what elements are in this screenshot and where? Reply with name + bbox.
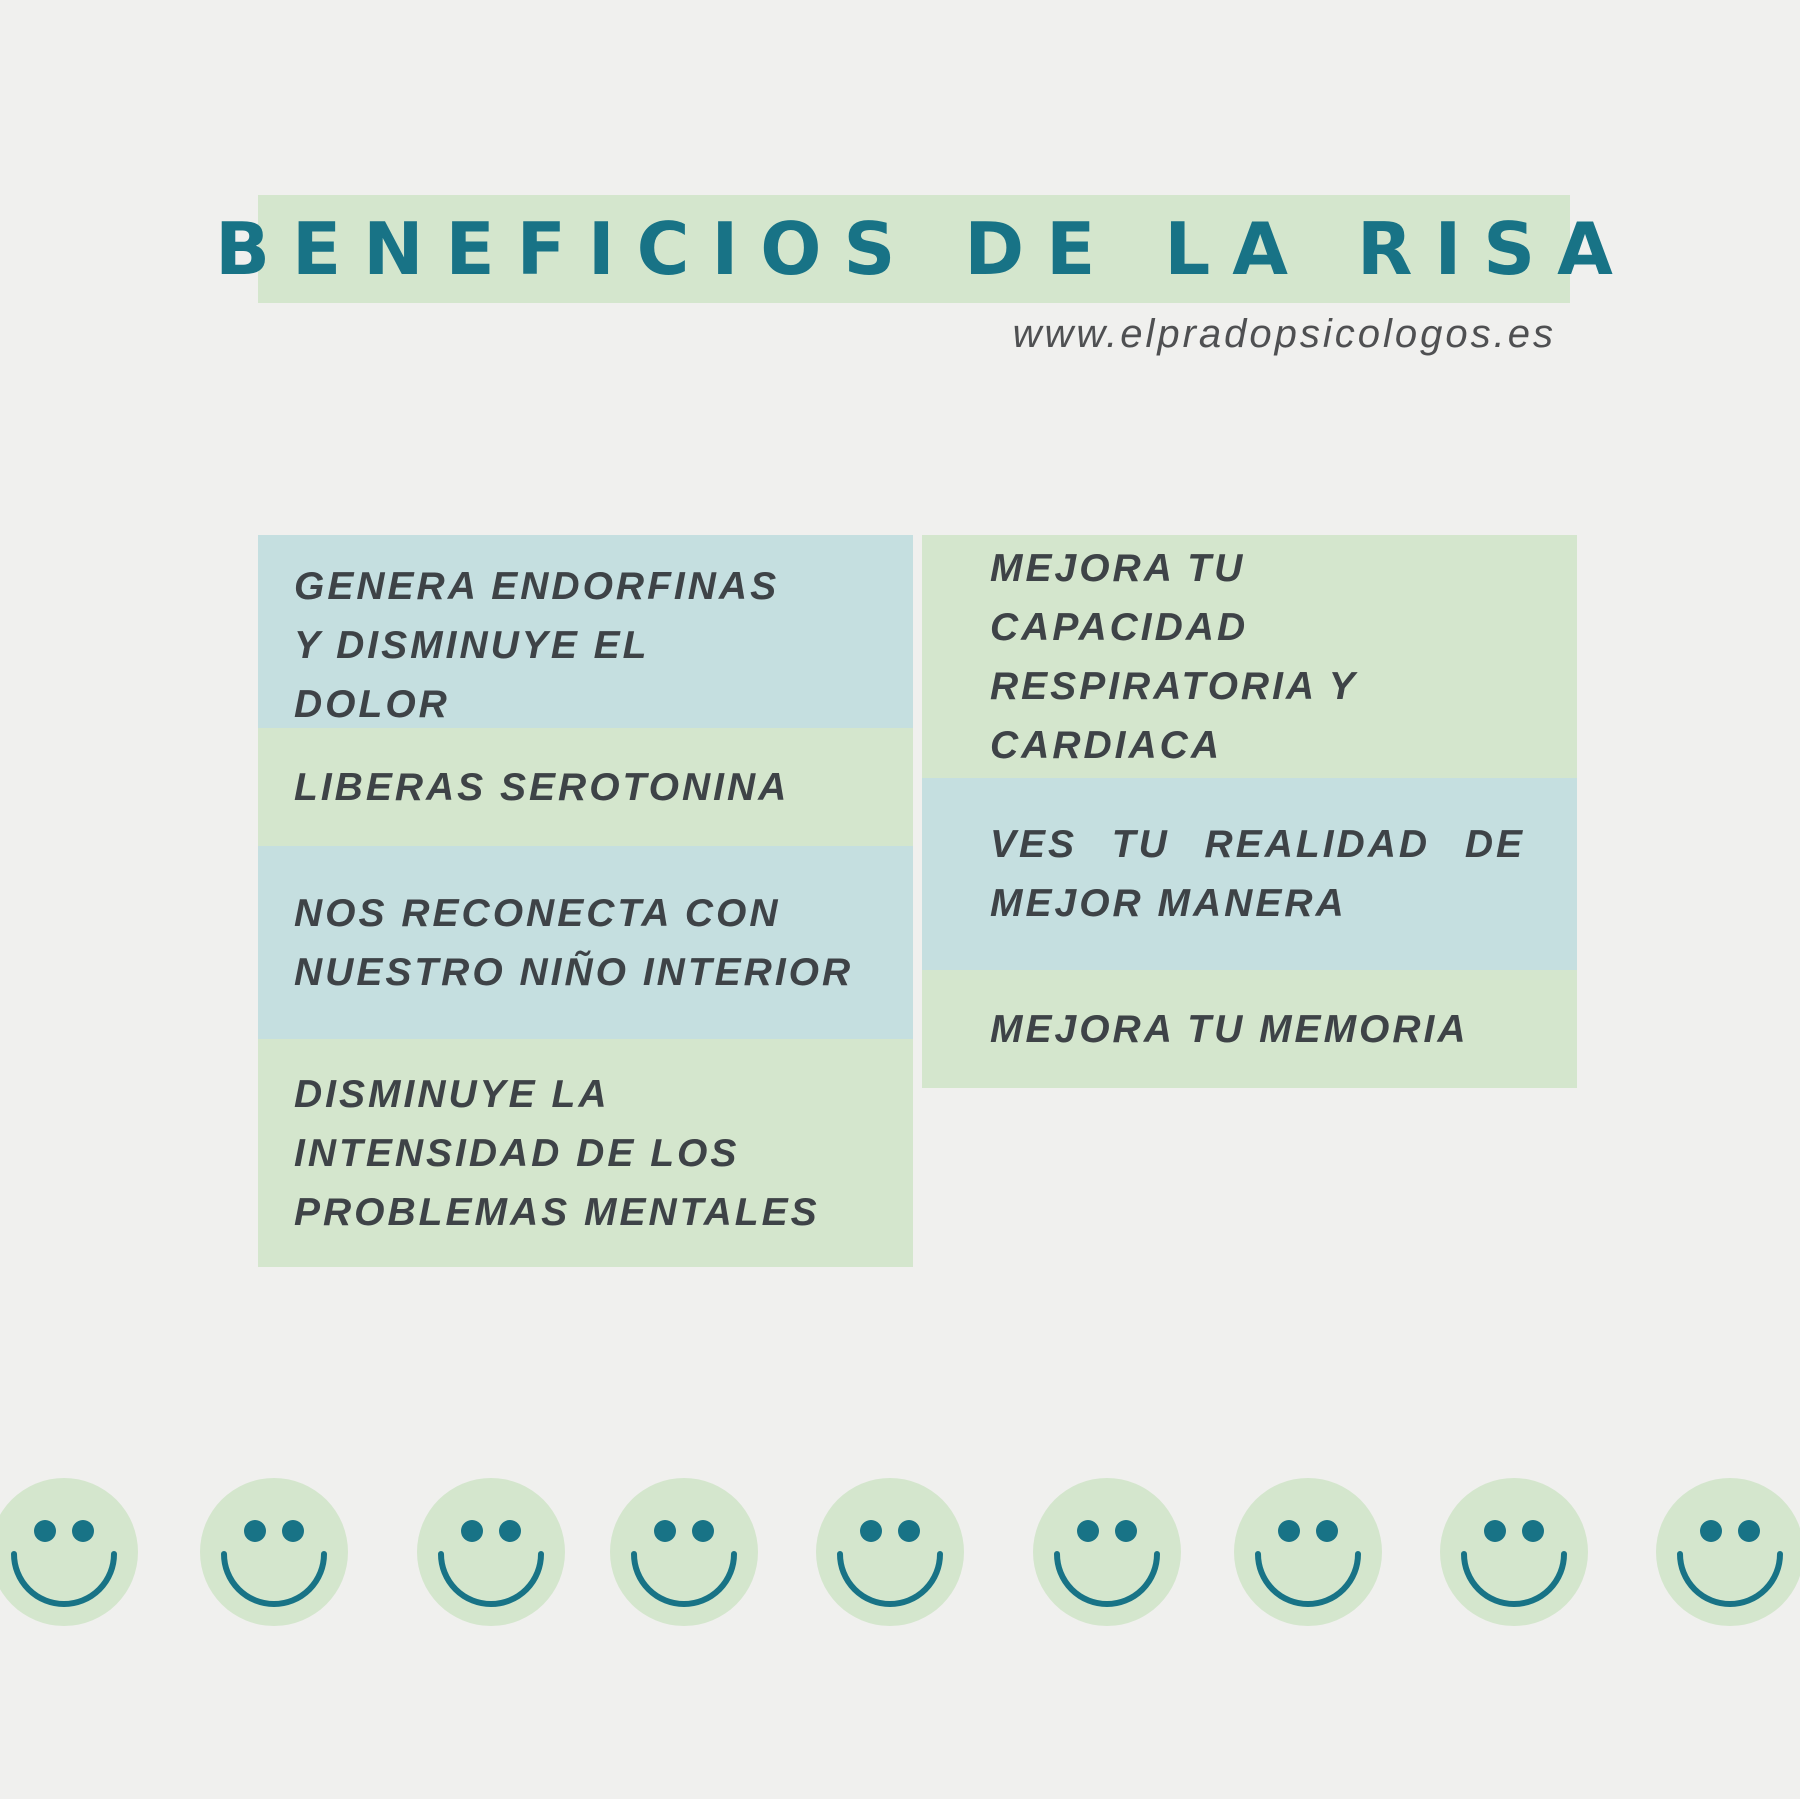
smiley-face-icon <box>200 1478 348 1626</box>
smiley-face-icon <box>610 1478 758 1626</box>
smiley-face-icon <box>417 1478 565 1626</box>
title-banner <box>215 195 1635 303</box>
benefits-right-column <box>922 535 1577 1088</box>
page-title: BENEFICIOS DE LA RISA <box>215 207 1635 291</box>
benefit-see-reality: VES TU REALIDAD DE MEJOR MANERA <box>922 778 1577 970</box>
benefit-inner-child: NOS RECONECTA CON NUESTRO NIÑO INTERIOR <box>258 846 913 1039</box>
smiley-face-icon <box>816 1478 964 1626</box>
benefit-respiratory-capacity: MEJORA TU CAPACIDAD RESPIRATORIA Y CARDIACA <box>922 535 1577 778</box>
smiley-face-icon <box>1033 1478 1181 1626</box>
benefit-memory: MEJORA TU MEMORIA <box>922 970 1577 1088</box>
benefits-left-column <box>258 535 913 1267</box>
benefit-endorphins: GENERA ENDORFINAS Y DISMINUYE EL DOLOR <box>258 535 913 728</box>
benefit-serotonin: LIBERAS SEROTONINA <box>258 728 913 846</box>
benefit-mental-problems: DISMINUYE LA INTENSIDAD DE LOS PROBLEMAS MENTALES <box>258 1039 913 1267</box>
smiley-face-icon <box>0 1478 138 1626</box>
smiley-face-icon <box>1234 1478 1382 1626</box>
smiley-face-icon <box>1656 1478 1800 1626</box>
smiley-face-icon <box>1440 1478 1588 1626</box>
website-url: www.elpradopsicologos.es <box>1012 312 1556 356</box>
smiley-row <box>0 1478 1800 1634</box>
